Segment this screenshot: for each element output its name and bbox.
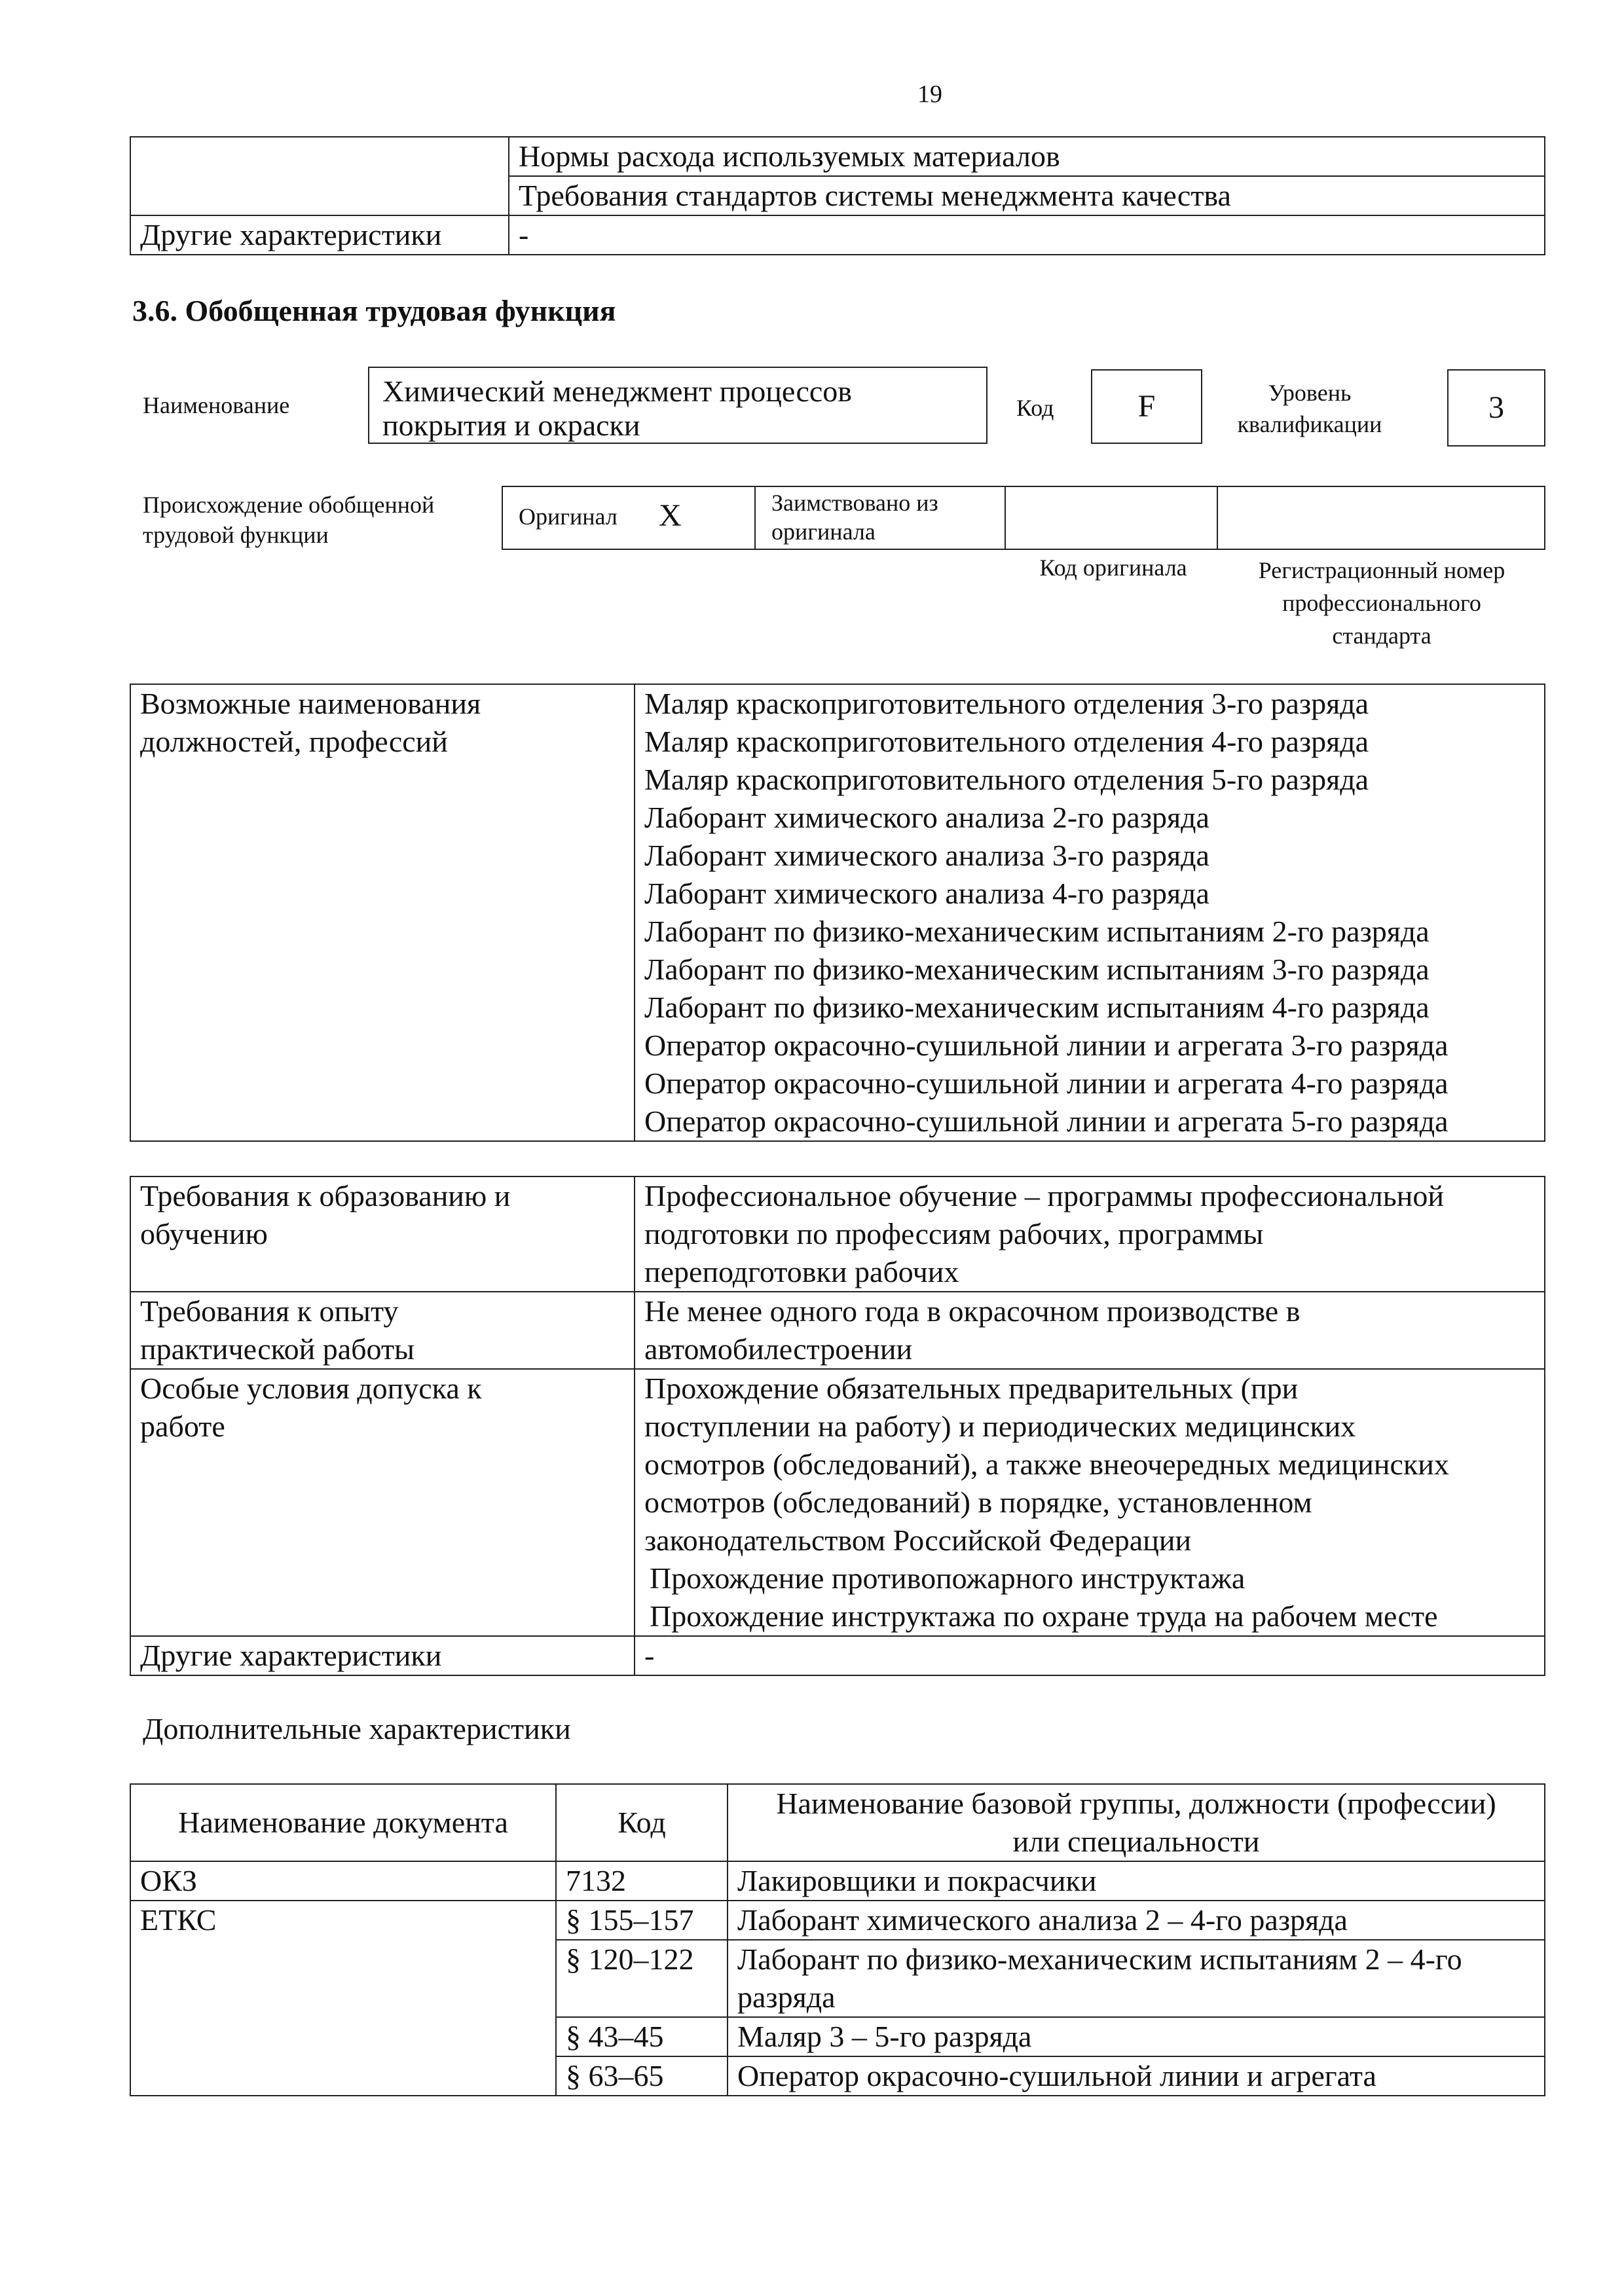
- cell-doc: [130, 2056, 556, 2096]
- table-header-row: [130, 1784, 1545, 1861]
- list-item: Маляр краскоприготовительного отделения 5-го разряда: [644, 763, 1369, 796]
- list-item: Оператор окрасочно-сушильной линии и агрегата 4-го разряда: [644, 1066, 1449, 1100]
- level-label-line: квалификации: [1237, 411, 1382, 437]
- table-row: [130, 1636, 1545, 1675]
- code-value-box: F: [1091, 369, 1202, 444]
- experience-label: [130, 1292, 635, 1369]
- other-label: Другие характеристики: [130, 1636, 635, 1675]
- cell-code: § 43–45: [556, 2017, 728, 2056]
- table-row: [130, 1292, 1545, 1369]
- cell-name: Лаборант химического анализа 2 – 4-го разряда: [728, 1901, 1545, 1940]
- list-item: Лаборант химического анализа 3-го разряда: [644, 839, 1209, 872]
- cell-name-line: разряда: [737, 1980, 836, 2014]
- experience-label-line: Требования к опыту: [140, 1294, 399, 1328]
- table-row: [130, 176, 1545, 215]
- table-cell-label: [130, 176, 509, 215]
- cell-code: § 63–65: [556, 2056, 728, 2096]
- education-line: подготовки по профессиям рабочих, программы: [644, 1217, 1264, 1250]
- cell-name: Маляр 3 – 5-го разряда: [728, 2017, 1545, 2056]
- cell-code: 7132: [556, 1861, 728, 1901]
- positions-label-line: Возможные наименования: [140, 687, 481, 720]
- experience-line: автомобилестроении: [644, 1332, 913, 1366]
- cell-doc: ОКЗ: [130, 1861, 556, 1901]
- education-label-line: обучению: [140, 1217, 268, 1250]
- list-item: Лаборант по физико-механическим испытаниям 2-го разряда: [644, 915, 1430, 948]
- origin-label-line: Происхождение обобщенной: [143, 492, 435, 518]
- positions-table: [130, 683, 1545, 1142]
- education-label: [130, 1176, 635, 1292]
- section-heading: 3.6. Обобщенная трудовая функция: [132, 294, 616, 327]
- positions-list: [635, 684, 1545, 1141]
- education-value: [635, 1176, 1545, 1292]
- code-original-caption: Код оригинала: [1039, 555, 1187, 581]
- table-row: [130, 1369, 1545, 1636]
- page-number: 19: [917, 81, 942, 108]
- table-cell-label: [130, 137, 509, 176]
- list-item: Лаборант химического анализа 4-го разряда: [644, 877, 1209, 910]
- origin-divider: [1005, 487, 1006, 550]
- table-row: [130, 2056, 1545, 2096]
- table-row: [130, 684, 1545, 1141]
- table-cell-label: Другие характеристики: [130, 215, 509, 255]
- table-cell-value: Требования стандартов системы менеджмента качества: [509, 176, 1545, 215]
- header-code: Код: [556, 1784, 728, 1861]
- list-item: Лаборант по физико-механическим испытаниям 3-го разряда: [644, 953, 1430, 986]
- code-label: Код: [1016, 395, 1054, 421]
- conditions-value: [635, 1369, 1545, 1636]
- level-label-line: Уровень: [1268, 380, 1352, 406]
- name-label: Наименование: [143, 392, 290, 418]
- top-continuation-table: [130, 136, 1545, 255]
- conditions-line: осмотров (обследований) в порядке, установленном: [644, 1485, 1312, 1519]
- cell-code: § 155–157: [556, 1901, 728, 1940]
- cell-name-line: Лаборант по физико-механическим испытаниям 2 – 4-го: [737, 1942, 1462, 1976]
- origin-label: [143, 490, 434, 550]
- level-value-box: 3: [1447, 369, 1545, 446]
- table-row: [130, 1861, 1545, 1901]
- original-mark: X: [659, 498, 682, 533]
- level-label: [1225, 377, 1395, 440]
- cell-name: Оператор окрасочно-сушильной линии и агрегата: [728, 2056, 1545, 2096]
- positions-label: [130, 684, 635, 1141]
- cell-name: Лакировщики и покрасчики: [728, 1861, 1545, 1901]
- conditions-label-line: работе: [140, 1410, 225, 1443]
- conditions-line: Прохождение обязательных предварительных (при: [644, 1372, 1299, 1405]
- original-label: Оригинал: [519, 503, 618, 530]
- experience-line: Не менее одного года в окрасочном производстве в: [644, 1294, 1301, 1328]
- borrowed-label-line: оригинала: [771, 519, 876, 545]
- table-row: [130, 1940, 1545, 2017]
- table-row: [130, 2017, 1545, 2056]
- table-row: [130, 1176, 1545, 1292]
- origin-label-line: трудовой функции: [143, 522, 329, 548]
- header-name: [728, 1784, 1545, 1861]
- header-name-line: Наименование базовой группы, должности (профессии): [776, 1787, 1496, 1820]
- conditions-line: осмотров (обследований), а также внеочередных медицинских: [644, 1448, 1449, 1481]
- table-row: [130, 215, 1545, 255]
- table-cell-value: -: [509, 215, 1545, 255]
- borrowed-label-line: Заимствовано из: [771, 490, 938, 516]
- function-name-box: [368, 367, 987, 444]
- reg-number-caption: [1218, 554, 1545, 652]
- origin-divider: [1217, 487, 1218, 550]
- list-item: Лаборант химического анализа 2-го разряда: [644, 801, 1209, 834]
- conditions-line: Прохождение противопожарного инструктажа: [650, 1561, 1246, 1595]
- conditions-label-line: Особые условия допуска к: [140, 1372, 482, 1405]
- cell-doc: [130, 2017, 556, 2056]
- list-item: Оператор окрасочно-сушильной линии и агрегата 5-го разряда: [644, 1104, 1449, 1138]
- table-cell-value: Нормы расхода используемых материалов: [509, 137, 1545, 176]
- other-value: -: [635, 1636, 1545, 1675]
- experience-value: [635, 1292, 1545, 1369]
- list-item: Маляр краскоприготовительного отделения 3-го разряда: [644, 687, 1369, 720]
- table-row: [130, 137, 1545, 176]
- origin-grid: [502, 486, 1545, 550]
- header-name-line: или специальности: [1012, 1825, 1260, 1858]
- header-doc: Наименование документа: [130, 1784, 556, 1861]
- list-item: Маляр краскоприготовительного отделения 4-го разряда: [644, 725, 1369, 758]
- function-name-line: покрытия и окраски: [382, 409, 640, 442]
- education-line: Профессиональное обучение – программы профессиональной: [644, 1179, 1444, 1212]
- table-row: [130, 1901, 1545, 1940]
- cell-code: § 120–122: [556, 1940, 728, 2017]
- requirements-table: [130, 1176, 1545, 1676]
- additional-table: [130, 1783, 1545, 2096]
- conditions-line: поступлении на работу) и периодических медицинских: [644, 1410, 1356, 1443]
- experience-label-line: практической работы: [140, 1332, 415, 1366]
- reg-caption-line: стандарта: [1332, 623, 1431, 649]
- additional-heading: Дополнительные характеристики: [143, 1712, 571, 1745]
- conditions-label: [130, 1369, 635, 1636]
- conditions-line: законодательством Российской Федерации: [644, 1523, 1192, 1557]
- cell-doc: ЕТКС: [130, 1901, 556, 1940]
- borrowed-label: [771, 488, 938, 546]
- education-label-line: Требования к образованию и: [140, 1179, 511, 1212]
- reg-caption-line: Регистрационный номер: [1258, 557, 1505, 583]
- education-line: переподготовки рабочих: [644, 1255, 959, 1288]
- positions-label-line: должностей, профессий: [140, 725, 448, 758]
- cell-doc: [130, 1940, 556, 2017]
- list-item: Лаборант по физико-механическим испытаниям 4-го разряда: [644, 991, 1430, 1024]
- reg-caption-line: профессионального: [1282, 590, 1481, 616]
- cell-name: [728, 1940, 1545, 2017]
- list-item: Оператор окрасочно-сушильной линии и агрегата 3-го разряда: [644, 1029, 1449, 1062]
- conditions-line: Прохождение инструктажа по охране труда на рабочем месте: [650, 1599, 1438, 1633]
- function-name-line: Химический менеджмент процессов: [382, 374, 852, 408]
- origin-divider: [754, 487, 756, 550]
